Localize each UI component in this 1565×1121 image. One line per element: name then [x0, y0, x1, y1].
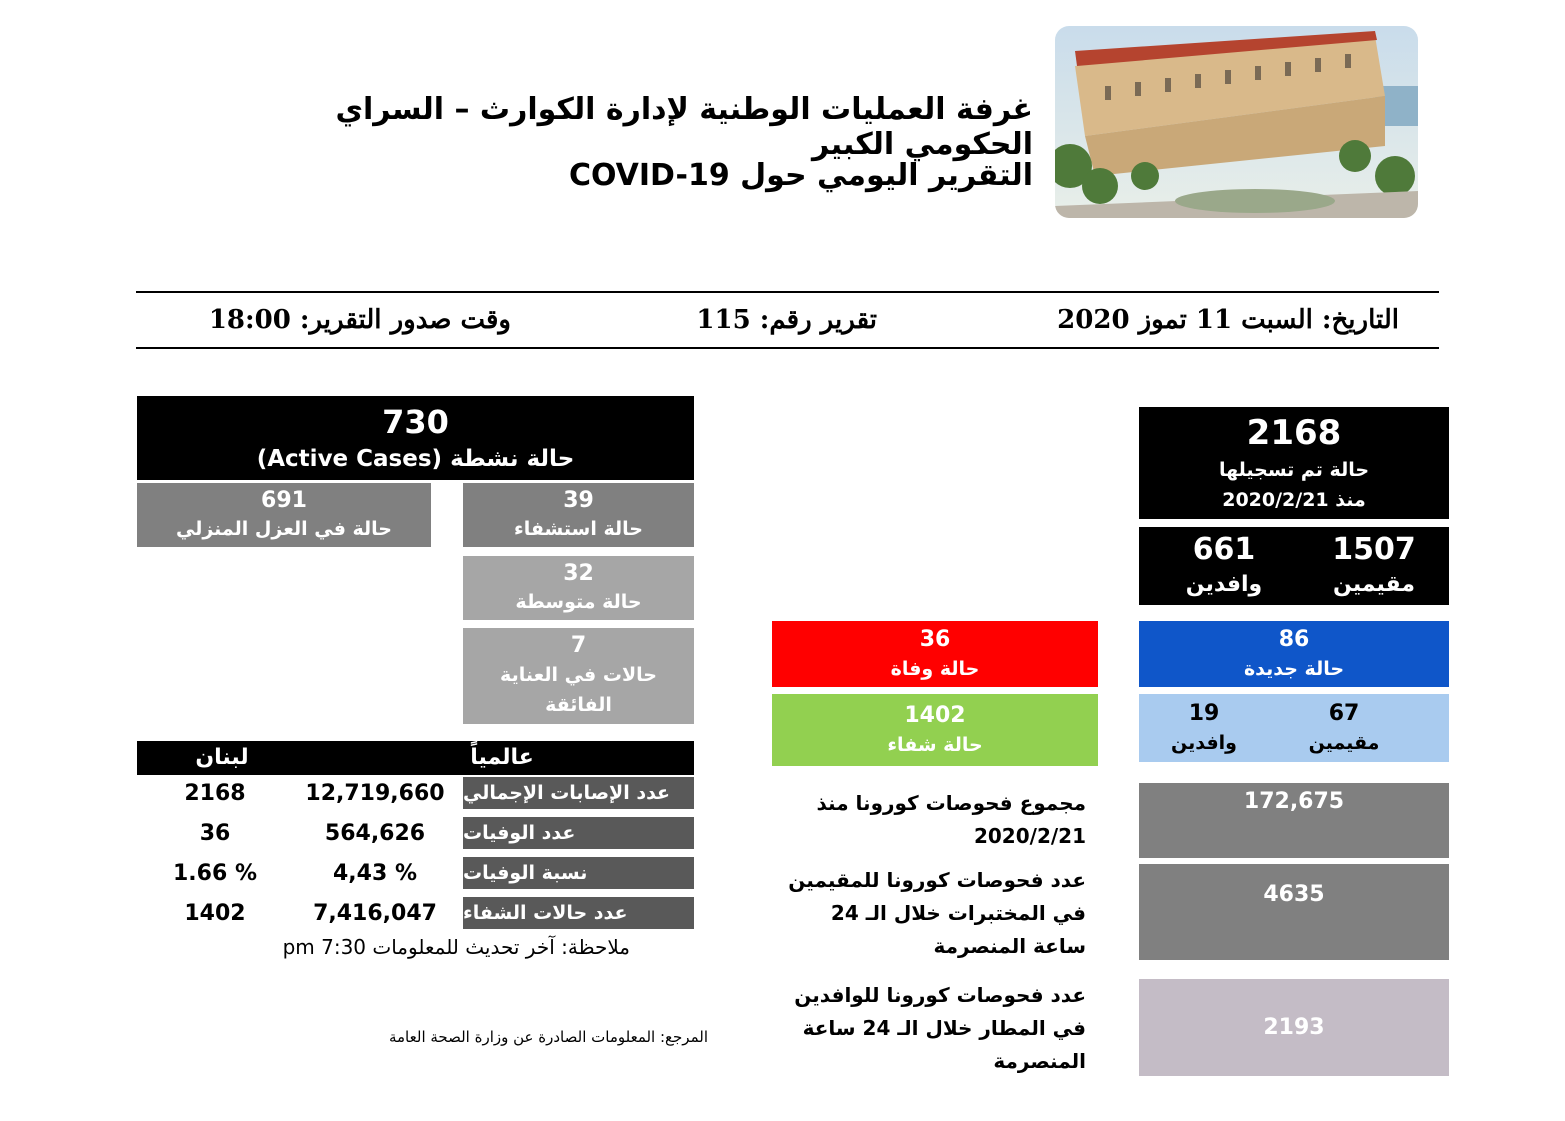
- moderate-box: [463, 556, 694, 620]
- stats-row-global: 12,719,660: [305, 781, 445, 806]
- home-isolation-box: [137, 483, 431, 547]
- registered-breakdown: [1139, 527, 1449, 605]
- airport-tests-value: 2193: [1139, 979, 1449, 1076]
- registered-arrivals: [1149, 527, 1299, 605]
- new-cases-label: حالة جديدة: [1243, 658, 1345, 680]
- moderate-value: 32: [563, 561, 594, 586]
- icu-value: 7: [570, 633, 587, 658]
- grand-serail-photo: [1055, 26, 1418, 218]
- active-cases-box: [137, 396, 694, 480]
- stats-row-label: عدد الوفيات: [463, 817, 694, 849]
- report-title: غرفة العمليات الوطنية لإدارة الكوارث – السراي الحكومي الكبير: [335, 92, 1033, 162]
- stats-row-global: 564,626: [324, 821, 426, 846]
- new-arrivals-label: وافدين: [1171, 732, 1237, 754]
- new-arrivals-value: 19: [1188, 701, 1220, 726]
- stats-col-lebanon: لبنان: [195, 745, 249, 770]
- registered-residents-value: 1507: [1332, 532, 1416, 567]
- meta-top-rule: [136, 291, 1439, 293]
- stats-row-label: نسبة الوفيات: [463, 857, 694, 889]
- report-number: تقرير رقم: 115: [696, 305, 877, 335]
- hospitalized-value: 39: [563, 488, 594, 513]
- report-subtitle: التقرير اليومي حول COVID-19: [568, 158, 1033, 193]
- airport-tests-label: عدد فحوصات كورونا للوافدين في المطار خلال الـ 24 ساعة المنصرمة: [794, 983, 1086, 1073]
- stats-table-header: [137, 741, 694, 775]
- registered-label: حالة تم تسجيلها: [1218, 459, 1370, 481]
- new-arrivals: [1149, 694, 1259, 762]
- new-residents-value: 67: [1328, 701, 1360, 726]
- icu-label: حالات في العناية الفائقة: [500, 664, 657, 716]
- registered-arrivals-value: 661: [1192, 532, 1256, 567]
- active-cases-label: حالة نشطة (Active Cases): [256, 446, 575, 472]
- report-date: التاريخ: السبت 11 تموز 2020: [1057, 305, 1399, 335]
- total-tests-value: 172,675: [1139, 783, 1449, 858]
- home-isolation-label: حالة في العزل المنزلي: [176, 518, 392, 540]
- lab-tests-label: عدد فحوصات كورونا للمقيمين في المختبرات خلال الـ 24 ساعة المنصرمة: [788, 868, 1086, 958]
- recovered-box: [772, 694, 1098, 766]
- total-tests-label: مجموع فحوصات كورونا منذ 2020/2/21: [816, 791, 1086, 848]
- new-residents: [1279, 694, 1409, 762]
- registered-arrivals-label: وافدين: [1185, 572, 1263, 597]
- registered-residents-label: مقيمين: [1333, 572, 1415, 597]
- registered-total: 2168: [1246, 413, 1342, 453]
- source-note: المرجع: المعلومات الصادرة عن وزارة الصحة العامة: [388, 1028, 708, 1046]
- stats-row-lebanon: 1402: [184, 901, 246, 926]
- hospitalized-box: [463, 483, 694, 547]
- stats-row-label: عدد حالات الشفاء: [463, 897, 694, 929]
- lab-tests-value: 4635: [1139, 864, 1449, 960]
- stats-row-lebanon: 36: [199, 821, 231, 846]
- icu-box: [463, 628, 694, 724]
- stats-update-note: ملاحظة: آخر تحديث للمعلومات 7:30 pm: [282, 935, 630, 959]
- stats-col-global: عالمياً: [470, 745, 534, 770]
- recovered-label: حالة شفاء: [887, 734, 983, 756]
- meta-bottom-rule: [136, 347, 1439, 349]
- active-cases-value: 730: [382, 403, 449, 441]
- stats-row-lebanon: 1.66 %: [173, 861, 257, 886]
- moderate-label: حالة متوسطة: [515, 591, 642, 613]
- stats-row-lebanon: 2168: [184, 781, 246, 806]
- recovered-value: 1402: [904, 703, 966, 728]
- home-isolation-value: 691: [261, 488, 307, 513]
- new-cases-value: 86: [1278, 627, 1310, 652]
- stats-row-global: 4,43 %: [333, 861, 417, 886]
- deaths-box: [772, 621, 1098, 687]
- new-cases-breakdown: [1139, 694, 1449, 762]
- registered-since: منذ 2020/2/21: [1222, 489, 1366, 511]
- new-cases-box: [1139, 621, 1449, 687]
- deaths-label: حالة وفاة: [890, 658, 980, 680]
- deaths-value: 36: [919, 627, 951, 652]
- hospitalized-label: حالة استشفاء: [514, 518, 643, 540]
- registered-residents: [1299, 527, 1449, 605]
- stats-row-global: 7,416,047: [313, 901, 437, 926]
- new-residents-label: مقيمين: [1308, 732, 1380, 754]
- registered-cases-box: [1139, 407, 1449, 519]
- stats-row-label: عدد الإصابات الإجمالي: [463, 777, 694, 809]
- report-issue-time: وقت صدور التقرير: 18:00: [208, 305, 511, 335]
